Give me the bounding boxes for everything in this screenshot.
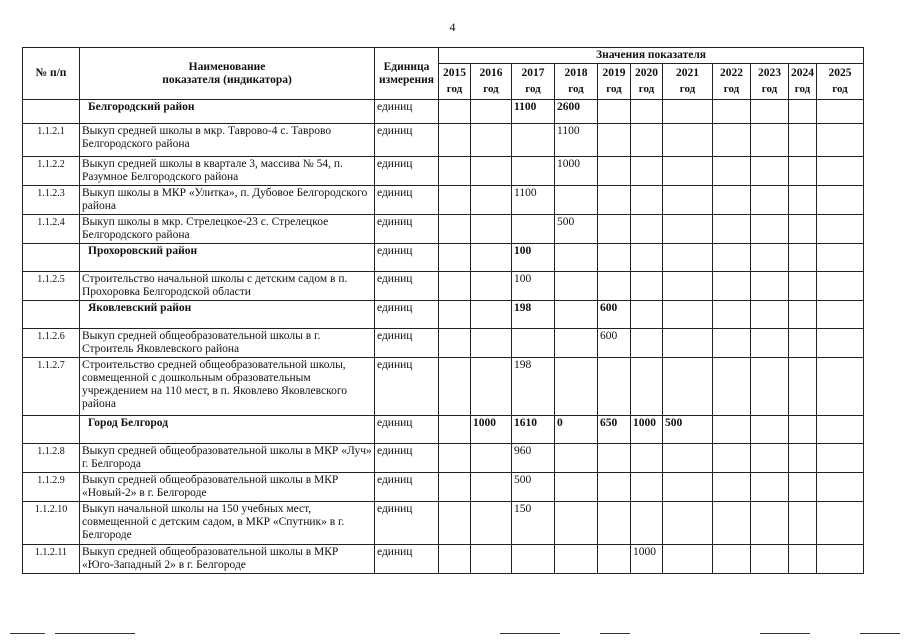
row-indicator-name: Строительство начальной школы с детским садом в п. Прохоровка Белгородской области <box>80 272 375 301</box>
row-value-2021 <box>663 124 713 157</box>
row-value-2017 <box>512 157 555 186</box>
header-year-suffix: год <box>568 83 584 95</box>
row-value-2020 <box>631 502 663 545</box>
row-value-2017: 500 <box>512 473 555 502</box>
row-unit: единиц <box>375 358 439 416</box>
row-value-2024 <box>789 186 817 215</box>
table-row-group <box>23 416 864 444</box>
row-value-2020 <box>631 100 663 124</box>
row-value-2015 <box>439 186 471 215</box>
row-value-2024 <box>789 100 817 124</box>
row-value-2022 <box>713 100 751 124</box>
row-value-2018: 500 <box>555 215 598 244</box>
row-value-2023 <box>751 301 789 329</box>
header-year-suffix: год <box>761 83 778 95</box>
scan-edge-line <box>600 633 630 634</box>
page-number: 4 <box>449 20 456 34</box>
row-value-2022 <box>713 473 751 502</box>
row-number: 1.1.2.11 <box>23 545 80 574</box>
header-year <box>751 64 789 100</box>
scan-edge-line <box>55 633 135 634</box>
row-value-2023 <box>751 444 789 473</box>
header-year <box>817 64 864 100</box>
row-value-2019: 650 <box>598 416 631 444</box>
header-year-value: 2025 <box>828 67 852 79</box>
row-value-2025 <box>817 124 864 157</box>
row-value-2025 <box>817 473 864 502</box>
row-value-2020 <box>631 444 663 473</box>
header-year-suffix: год <box>723 83 740 95</box>
row-value-2018 <box>555 301 598 329</box>
row-value-2018: 1000 <box>555 157 598 186</box>
row-value-2018: 1100 <box>555 124 598 157</box>
row-value-2019: 600 <box>598 329 631 358</box>
header-year-value: 2019 <box>602 67 626 79</box>
row-value-2022 <box>713 215 751 244</box>
row-value-2016: 1000 <box>471 416 512 444</box>
row-value-2018 <box>555 545 598 574</box>
row-value-2019 <box>598 186 631 215</box>
row-unit: единиц <box>375 244 439 272</box>
row-value-2024 <box>789 502 817 545</box>
scan-edge-line <box>10 633 45 634</box>
row-unit: единиц <box>375 329 439 358</box>
row-number: 1.1.2.5 <box>23 272 80 301</box>
row-value-2016 <box>471 186 512 215</box>
row-unit: единиц <box>375 215 439 244</box>
row-value-2021 <box>663 502 713 545</box>
row-value-2016 <box>471 545 512 574</box>
row-unit: единиц <box>375 124 439 157</box>
row-value-2024 <box>789 329 817 358</box>
row-value-2018 <box>555 186 598 215</box>
row-value-2019 <box>598 157 631 186</box>
row-value-2020: 1000 <box>631 416 663 444</box>
row-indicator-name: Яковлевский район <box>80 301 375 329</box>
row-value-2024 <box>789 215 817 244</box>
table-row <box>23 473 864 502</box>
table-row <box>23 157 864 186</box>
row-number: 1.1.2.4 <box>23 215 80 244</box>
row-value-2016 <box>471 301 512 329</box>
row-value-2016 <box>471 215 512 244</box>
row-value-2019 <box>598 502 631 545</box>
row-value-2018 <box>555 244 598 272</box>
row-value-2017: 960 <box>512 444 555 473</box>
header-year-suffix: год <box>832 83 848 95</box>
row-value-2015 <box>439 215 471 244</box>
row-value-2016 <box>471 272 512 301</box>
row-value-2017: 1100 <box>512 100 555 124</box>
row-value-2023 <box>751 100 789 124</box>
row-value-2021 <box>663 444 713 473</box>
row-number <box>23 416 80 444</box>
row-value-2025 <box>817 301 864 329</box>
row-value-2020 <box>631 244 663 272</box>
row-value-2017: 1610 <box>512 416 555 444</box>
row-value-2024 <box>789 358 817 416</box>
header-year <box>789 64 817 100</box>
row-value-2025 <box>817 358 864 416</box>
row-value-2025 <box>817 416 864 444</box>
row-value-2025 <box>817 502 864 545</box>
table-row <box>23 502 864 545</box>
row-indicator-name: Выкуп средней общеобразовательной школы в МКР «Юго-Западный 2» в г. Белгороде <box>80 545 375 574</box>
scan-edge-line <box>760 633 810 634</box>
indicators-table <box>22 47 864 574</box>
row-unit: единиц <box>375 416 439 444</box>
row-value-2025 <box>817 329 864 358</box>
row-value-2015 <box>439 358 471 416</box>
header-values: Значения показателя <box>439 48 864 64</box>
row-value-2020 <box>631 473 663 502</box>
row-indicator-name: Белгородский район <box>80 100 375 124</box>
row-value-2023 <box>751 272 789 301</box>
row-value-2020 <box>631 186 663 215</box>
row-value-2015 <box>439 329 471 358</box>
table-row <box>23 329 864 358</box>
row-indicator-name: Выкуп начальной школы на 150 учебных мест, совмещенной с детским садом, в МКР «Спутник» в г. Белгороде <box>80 502 375 545</box>
row-number <box>23 244 80 272</box>
row-value-2025 <box>817 444 864 473</box>
row-value-2022 <box>713 416 751 444</box>
row-value-2018 <box>555 502 598 545</box>
scan-edge-line <box>860 633 900 634</box>
row-value-2016 <box>471 100 512 124</box>
header-year-value: 2023 <box>758 67 781 79</box>
row-unit: единиц <box>375 186 439 215</box>
row-unit: единиц <box>375 545 439 574</box>
row-value-2023 <box>751 329 789 358</box>
row-unit: единиц <box>375 100 439 124</box>
row-value-2015 <box>439 157 471 186</box>
header-year-value: 2024 <box>791 67 814 79</box>
row-value-2023 <box>751 215 789 244</box>
row-unit: единиц <box>375 444 439 473</box>
row-value-2025 <box>817 100 864 124</box>
header-year-value: 2015 <box>443 67 466 79</box>
table-row-group <box>23 244 864 272</box>
row-value-2020 <box>631 358 663 416</box>
row-value-2019: 600 <box>598 301 631 329</box>
row-value-2018 <box>555 358 598 416</box>
row-value-2021 <box>663 545 713 574</box>
row-value-2022 <box>713 358 751 416</box>
header-num: № п/п <box>23 48 80 100</box>
row-number: 1.1.2.2 <box>23 157 80 186</box>
row-value-2018 <box>555 329 598 358</box>
row-value-2019 <box>598 100 631 124</box>
row-value-2025 <box>817 545 864 574</box>
row-value-2018: 0 <box>555 416 598 444</box>
row-value-2020 <box>631 272 663 301</box>
header-name-line1: Наименование <box>188 60 266 73</box>
row-indicator-name: Выкуп средней общеобразовательной школы в г. Строитель Яковлевского района <box>80 329 375 358</box>
header-name <box>80 48 375 100</box>
row-value-2019 <box>598 272 631 301</box>
row-value-2023 <box>751 186 789 215</box>
row-indicator-name: Строительство средней общеобразовательной школы, совмещенной с дошкольным образовательным учреждением на 110 мест, в п. Яковлево Яковлевского района <box>80 358 375 416</box>
row-value-2022 <box>713 186 751 215</box>
row-value-2021 <box>663 329 713 358</box>
row-value-2023 <box>751 358 789 416</box>
row-value-2022 <box>713 545 751 574</box>
header-year-suffix: год <box>606 83 622 95</box>
row-value-2022 <box>713 502 751 545</box>
header-year-suffix: год <box>483 83 499 95</box>
row-value-2022 <box>713 301 751 329</box>
header-year <box>471 64 512 100</box>
header-year-value: 2016 <box>479 67 503 79</box>
row-value-2020 <box>631 124 663 157</box>
header-year-suffix: год <box>638 83 655 95</box>
row-value-2024 <box>789 444 817 473</box>
row-value-2017 <box>512 545 555 574</box>
table-body <box>23 100 864 574</box>
row-value-2025 <box>817 186 864 215</box>
row-unit: единиц <box>375 473 439 502</box>
row-value-2023 <box>751 473 789 502</box>
row-value-2017: 1100 <box>512 186 555 215</box>
row-value-2024 <box>789 272 817 301</box>
table-row <box>23 124 864 157</box>
row-value-2021 <box>663 186 713 215</box>
row-number: 1.1.2.7 <box>23 358 80 416</box>
row-value-2015 <box>439 100 471 124</box>
row-value-2023 <box>751 124 789 157</box>
header-year <box>598 64 631 100</box>
row-value-2016 <box>471 444 512 473</box>
row-value-2018 <box>555 444 598 473</box>
row-value-2019 <box>598 545 631 574</box>
row-value-2024 <box>789 301 817 329</box>
row-number <box>23 100 80 124</box>
row-indicator-name: Прохоровский район <box>80 244 375 272</box>
row-value-2015 <box>439 444 471 473</box>
row-value-2019 <box>598 124 631 157</box>
table-row <box>23 186 864 215</box>
header-year <box>631 64 663 100</box>
row-value-2022 <box>713 444 751 473</box>
header-year <box>713 64 751 100</box>
row-value-2020 <box>631 157 663 186</box>
row-value-2015 <box>439 272 471 301</box>
row-value-2023 <box>751 416 789 444</box>
header-year-value: 2018 <box>564 67 588 79</box>
table-row <box>23 358 864 416</box>
row-value-2022 <box>713 124 751 157</box>
row-value-2021 <box>663 215 713 244</box>
row-number <box>23 301 80 329</box>
row-value-2017: 198 <box>512 358 555 416</box>
row-value-2015 <box>439 545 471 574</box>
row-value-2025 <box>817 244 864 272</box>
row-number: 1.1.2.9 <box>23 473 80 502</box>
row-value-2017: 150 <box>512 502 555 545</box>
row-value-2019 <box>598 215 631 244</box>
row-value-2016 <box>471 502 512 545</box>
header-unit <box>375 48 439 100</box>
row-value-2015 <box>439 473 471 502</box>
row-value-2016 <box>471 358 512 416</box>
row-value-2017 <box>512 124 555 157</box>
row-value-2021 <box>663 473 713 502</box>
header-year-suffix: год <box>679 83 696 95</box>
row-value-2015 <box>439 301 471 329</box>
row-value-2020 <box>631 329 663 358</box>
table-row-group <box>23 301 864 329</box>
row-unit: единиц <box>375 301 439 329</box>
row-value-2016 <box>471 244 512 272</box>
row-value-2019 <box>598 244 631 272</box>
row-value-2019 <box>598 473 631 502</box>
row-value-2020 <box>631 215 663 244</box>
row-value-2015 <box>439 244 471 272</box>
row-indicator-name: Выкуп средней общеобразовательной школы в МКР «Новый-2» в г. Белгороде <box>80 473 375 502</box>
row-value-2016 <box>471 157 512 186</box>
header-unit-line2: измерения <box>379 73 434 86</box>
row-value-2016 <box>471 329 512 358</box>
row-value-2022 <box>713 244 751 272</box>
row-number: 1.1.2.10 <box>23 502 80 545</box>
row-value-2021 <box>663 244 713 272</box>
table-header <box>23 48 864 100</box>
row-number: 1.1.2.6 <box>23 329 80 358</box>
header-year-suffix: год <box>525 83 541 95</box>
row-value-2025 <box>817 272 864 301</box>
header-year <box>555 64 598 100</box>
row-value-2024 <box>789 473 817 502</box>
row-value-2016 <box>471 124 512 157</box>
row-value-2024 <box>789 157 817 186</box>
row-value-2017: 100 <box>512 244 555 272</box>
row-value-2017 <box>512 215 555 244</box>
row-value-2015 <box>439 502 471 545</box>
table-row <box>23 272 864 301</box>
row-value-2024 <box>789 124 817 157</box>
row-value-2025 <box>817 157 864 186</box>
row-value-2020: 1000 <box>631 545 663 574</box>
row-value-2020 <box>631 301 663 329</box>
row-value-2022 <box>713 329 751 358</box>
row-value-2018 <box>555 272 598 301</box>
header-year <box>439 64 471 100</box>
row-value-2021 <box>663 157 713 186</box>
header-year-suffix: год <box>794 83 811 95</box>
row-indicator-name: Город Белгород <box>80 416 375 444</box>
row-value-2019 <box>598 444 631 473</box>
row-number: 1.1.2.8 <box>23 444 80 473</box>
row-value-2015 <box>439 124 471 157</box>
row-value-2024 <box>789 545 817 574</box>
row-indicator-name: Выкуп школы в МКР «Улитка», п. Дубовое Белгородского района <box>80 186 375 215</box>
row-value-2023 <box>751 502 789 545</box>
row-value-2021 <box>663 100 713 124</box>
header-year-value: 2017 <box>521 67 545 79</box>
table-row <box>23 215 864 244</box>
header-year-value: 2021 <box>676 67 699 79</box>
table-row <box>23 444 864 473</box>
scan-edge-line <box>500 633 560 634</box>
row-value-2022 <box>713 272 751 301</box>
table-row <box>23 545 864 574</box>
row-value-2019 <box>598 358 631 416</box>
row-value-2024 <box>789 416 817 444</box>
row-value-2018: 2600 <box>555 100 598 124</box>
header-year-value: 2020 <box>635 67 658 79</box>
row-value-2018 <box>555 473 598 502</box>
row-number: 1.1.2.3 <box>23 186 80 215</box>
row-value-2023 <box>751 244 789 272</box>
row-value-2021: 500 <box>663 416 713 444</box>
row-indicator-name: Выкуп средней общеобразовательной школы в МКР «Луч» г. Белгорода <box>80 444 375 473</box>
row-indicator-name: Выкуп средней школы в мкр. Таврово-4 с. Таврово Белгородского района <box>80 124 375 157</box>
row-unit: единиц <box>375 157 439 186</box>
header-year-suffix: год <box>446 83 463 95</box>
header-year-value: 2022 <box>720 67 743 79</box>
row-value-2015 <box>439 416 471 444</box>
row-value-2017: 100 <box>512 272 555 301</box>
row-value-2021 <box>663 301 713 329</box>
row-value-2022 <box>713 157 751 186</box>
row-number: 1.1.2.1 <box>23 124 80 157</box>
row-value-2023 <box>751 545 789 574</box>
row-unit: единиц <box>375 272 439 301</box>
row-value-2017 <box>512 329 555 358</box>
table-row-group <box>23 100 864 124</box>
header-year <box>663 64 713 100</box>
row-value-2023 <box>751 157 789 186</box>
row-value-2017: 198 <box>512 301 555 329</box>
row-unit: единиц <box>375 502 439 545</box>
row-value-2016 <box>471 473 512 502</box>
row-value-2021 <box>663 272 713 301</box>
row-indicator-name: Выкуп школы в мкр. Стрелецкое-23 с. Стрелецкое Белгородского района <box>80 215 375 244</box>
row-indicator-name: Выкуп средней школы в квартале 3, массива № 54, п. Разумное Белгородского района <box>80 157 375 186</box>
row-value-2021 <box>663 358 713 416</box>
header-year <box>512 64 555 100</box>
row-value-2024 <box>789 244 817 272</box>
row-value-2025 <box>817 215 864 244</box>
header-unit-line1: Единица <box>383 60 430 73</box>
header-name-line2: показателя (индикатора) <box>162 73 292 86</box>
